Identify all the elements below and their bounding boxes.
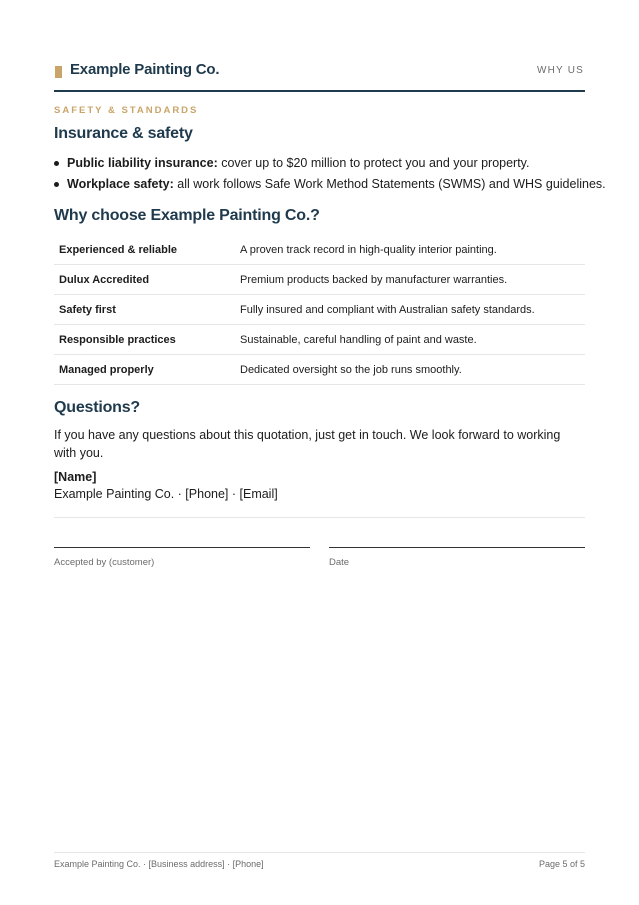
why-table bbox=[54, 235, 585, 385]
table-cell-value: Dedicated oversight so the job runs smoothly. bbox=[235, 355, 585, 385]
table-row bbox=[54, 295, 585, 325]
page-number: Page 5 of 5 bbox=[538, 859, 585, 869]
header-section-label: WHY US bbox=[536, 65, 584, 76]
questions-heading: Questions? bbox=[54, 399, 141, 416]
brand-name: Example Painting Co. bbox=[70, 61, 220, 78]
contact-name: [Name] bbox=[54, 470, 97, 484]
table-row bbox=[54, 235, 585, 265]
questions-paragraph: If you have any questions about this quotation, just get in touch. We look forward to working with you. bbox=[54, 428, 561, 460]
list-item bbox=[54, 153, 594, 174]
why-heading: Why choose Example Painting Co.? bbox=[54, 207, 320, 224]
table-cell-value: A proven track record in high-quality interior painting. bbox=[235, 235, 585, 265]
table-row bbox=[54, 325, 585, 355]
table-cell-key: Safety first bbox=[54, 295, 235, 325]
customer-signature-line[interactable] bbox=[54, 547, 310, 568]
table-row bbox=[54, 265, 585, 295]
bullet-icon bbox=[54, 182, 59, 187]
table-cell-key: Experienced & reliable bbox=[54, 235, 235, 265]
insurance-list bbox=[54, 153, 606, 195]
table-cell-key: Dulux Accredited bbox=[54, 265, 235, 295]
list-item-lead: Workplace safety: bbox=[67, 177, 174, 191]
footer-business-info: Example Painting Co. · [Business address] · [Phone] bbox=[54, 859, 264, 869]
list-item-text: cover up to $20 million to protect you and your property. bbox=[217, 156, 530, 170]
table-cell-value: Fully insured and compliant with Australian safety standards. bbox=[235, 295, 585, 325]
table-cell-value: Premium products backed by manufacturer warranties. bbox=[235, 265, 585, 295]
table-cell-value: Sustainable, careful handling of paint and waste. bbox=[235, 325, 585, 355]
list-item bbox=[54, 174, 606, 195]
insurance-heading: Insurance & safety bbox=[54, 125, 193, 142]
table-cell-key: Responsible practices bbox=[54, 325, 235, 355]
list-item-lead: Public liability insurance: bbox=[67, 156, 218, 170]
list-item-text: all work follows Safe Work Method Statements (SWMS) and WHS guidelines. bbox=[173, 177, 606, 191]
customer-signature-label: Accepted by (customer) bbox=[54, 557, 155, 568]
divider bbox=[54, 517, 585, 518]
page-footer bbox=[54, 852, 585, 877]
document-page bbox=[54, 0, 606, 905]
brand-mark-icon bbox=[55, 66, 62, 78]
date-signature-line[interactable] bbox=[329, 547, 585, 568]
contact-details: Example Painting Co. · [Phone] · [Email] bbox=[54, 487, 278, 501]
date-signature-label: Date bbox=[329, 557, 350, 568]
table-row bbox=[54, 355, 585, 385]
section-eyebrow: SAFETY & STANDARDS bbox=[54, 105, 199, 116]
page-header bbox=[54, 58, 585, 92]
table-cell-key: Managed properly bbox=[54, 355, 235, 385]
bullet-icon bbox=[54, 161, 59, 166]
